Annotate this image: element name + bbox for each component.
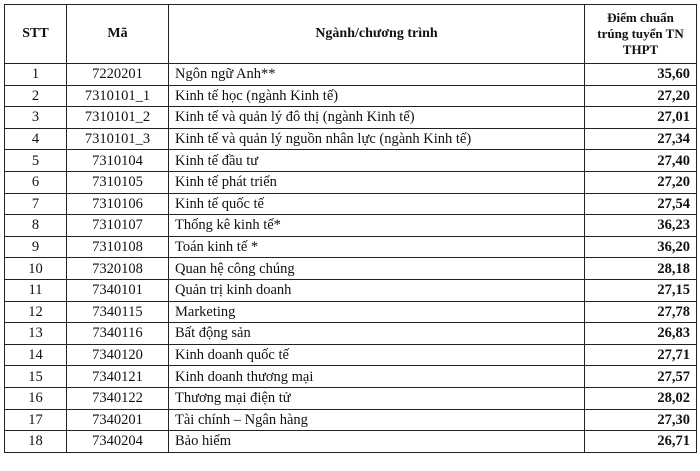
row-program-name: Kinh tế đầu tư: [169, 150, 585, 172]
row-code: 7310104: [67, 150, 169, 172]
header-score-line-2: trúng tuyển TN: [597, 26, 684, 41]
row-program-name: Tài chính – Ngân hàng: [169, 409, 585, 431]
row-code: 7340122: [67, 387, 169, 409]
row-program-name: Kinh doanh quốc tế: [169, 344, 585, 366]
row-code: 7220201: [67, 64, 169, 86]
row-score: 27,34: [585, 128, 697, 150]
row-stt: 2: [5, 85, 67, 107]
row-code: 7340101: [67, 279, 169, 301]
table-row: [5, 193, 697, 215]
row-code: 7310101_2: [67, 107, 169, 129]
row-score: 27,15: [585, 279, 697, 301]
row-code: 7310107: [67, 215, 169, 237]
header-row: [5, 5, 697, 64]
row-stt: 4: [5, 128, 67, 150]
row-score: 26,71: [585, 431, 697, 453]
row-program-name: Thương mại điện tử: [169, 387, 585, 409]
row-program-name: Quan hệ công chúng: [169, 258, 585, 280]
row-stt: 16: [5, 387, 67, 409]
row-stt: 7: [5, 193, 67, 215]
row-stt: 10: [5, 258, 67, 280]
table-row: [5, 215, 697, 237]
row-program-name: Bảo hiểm: [169, 431, 585, 453]
row-score: 28,02: [585, 387, 697, 409]
table-row: [5, 366, 697, 388]
row-stt: 9: [5, 236, 67, 258]
table-row: [5, 64, 697, 86]
table-header: [5, 5, 697, 64]
admission-score-table: [4, 4, 697, 453]
row-score: 35,60: [585, 64, 697, 86]
header-score-line-3: THPT: [622, 42, 659, 57]
row-score: 27,20: [585, 85, 697, 107]
row-stt: 18: [5, 431, 67, 453]
table-row: [5, 409, 697, 431]
table-row: [5, 107, 697, 129]
header-score: [585, 5, 697, 64]
row-stt: 6: [5, 171, 67, 193]
header-program: Ngành/chương trình: [169, 5, 585, 64]
row-score: 28,18: [585, 258, 697, 280]
row-score: 36,23: [585, 215, 697, 237]
row-score: 27,20: [585, 171, 697, 193]
row-program-name: Toán kinh tế *: [169, 236, 585, 258]
table-row: [5, 387, 697, 409]
row-program-name: Kinh tế và quản lý đô thị (ngành Kinh tế): [169, 107, 585, 129]
row-program-name: Thống kê kinh tế*: [169, 215, 585, 237]
row-score: 26,83: [585, 323, 697, 345]
table-row: [5, 171, 697, 193]
row-score: 27,40: [585, 150, 697, 172]
row-score: 27,01: [585, 107, 697, 129]
table-row: [5, 431, 697, 453]
row-program-name: Quản trị kinh doanh: [169, 279, 585, 301]
row-code: 7340204: [67, 431, 169, 453]
header-score-line-1: Điểm chuẩn: [607, 10, 674, 25]
table-row: [5, 279, 697, 301]
table-row: [5, 301, 697, 323]
table-row: [5, 344, 697, 366]
row-program-name: Marketing: [169, 301, 585, 323]
row-program-name: Bất động sản: [169, 323, 585, 345]
table-body: [5, 64, 697, 453]
row-stt: 12: [5, 301, 67, 323]
row-stt: 11: [5, 279, 67, 301]
row-code: 7340115: [67, 301, 169, 323]
row-code: 7320108: [67, 258, 169, 280]
row-stt: 8: [5, 215, 67, 237]
header-code: Mã: [67, 5, 169, 64]
row-stt: 17: [5, 409, 67, 431]
table-row: [5, 236, 697, 258]
row-program-name: Ngôn ngữ Anh**: [169, 64, 585, 86]
table-row: [5, 150, 697, 172]
row-code: 7340116: [67, 323, 169, 345]
row-score: 27,57: [585, 366, 697, 388]
row-code: 7310101_3: [67, 128, 169, 150]
table-row: [5, 258, 697, 280]
row-code: 7310106: [67, 193, 169, 215]
row-score: 27,30: [585, 409, 697, 431]
row-code: 7310105: [67, 171, 169, 193]
row-stt: 14: [5, 344, 67, 366]
row-code: 7310101_1: [67, 85, 169, 107]
table-row: [5, 323, 697, 345]
admission-score-sheet: [4, 4, 696, 453]
table-row: [5, 85, 697, 107]
row-stt: 1: [5, 64, 67, 86]
row-stt: 15: [5, 366, 67, 388]
row-score: 27,71: [585, 344, 697, 366]
row-program-name: Kinh tế quốc tế: [169, 193, 585, 215]
row-stt: 13: [5, 323, 67, 345]
row-score: 27,54: [585, 193, 697, 215]
row-code: 7340120: [67, 344, 169, 366]
row-code: 7340201: [67, 409, 169, 431]
row-stt: 3: [5, 107, 67, 129]
table-row: [5, 128, 697, 150]
header-stt: STT: [5, 5, 67, 64]
row-code: 7310108: [67, 236, 169, 258]
row-score: 27,78: [585, 301, 697, 323]
row-program-name: Kinh tế học (ngành Kinh tế): [169, 85, 585, 107]
row-program-name: Kinh doanh thương mại: [169, 366, 585, 388]
row-stt: 5: [5, 150, 67, 172]
row-code: 7340121: [67, 366, 169, 388]
row-score: 36,20: [585, 236, 697, 258]
row-program-name: Kinh tế phát triển: [169, 171, 585, 193]
row-program-name: Kinh tế và quản lý nguồn nhân lực (ngành Kinh tế): [169, 128, 585, 150]
